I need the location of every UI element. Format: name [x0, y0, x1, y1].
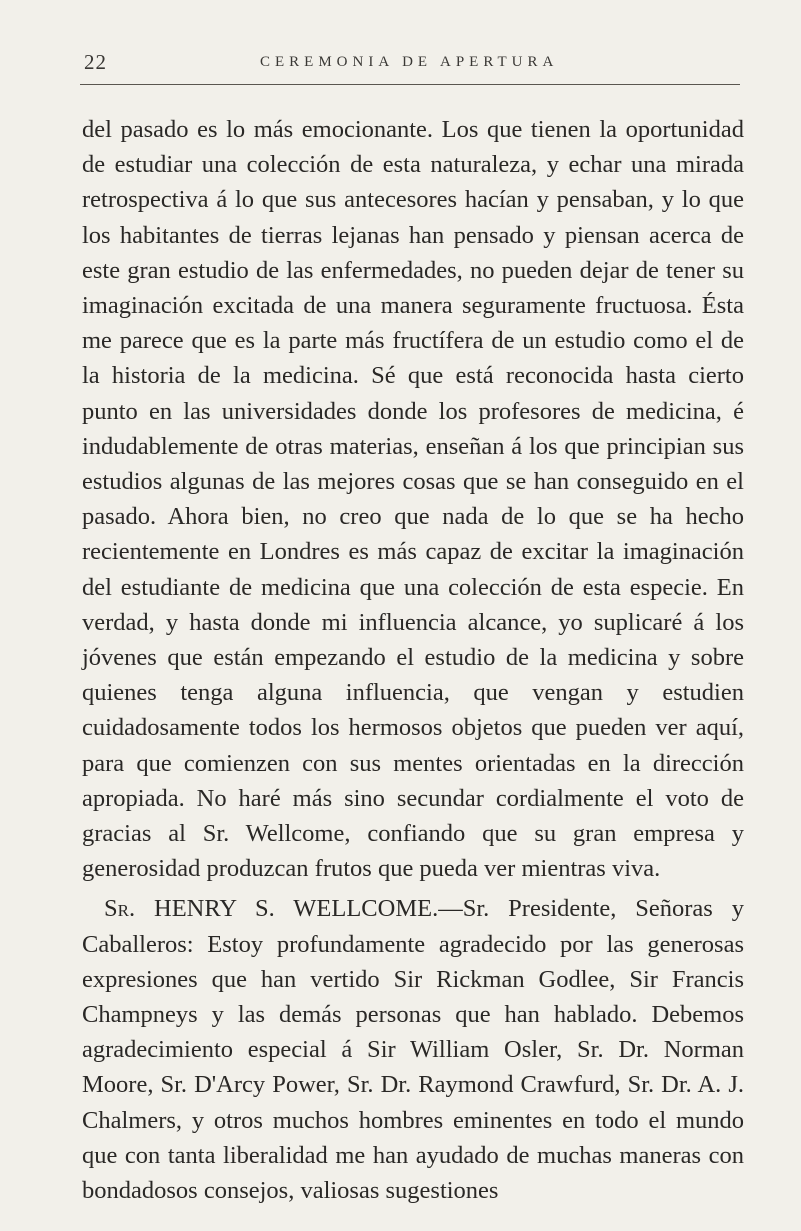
- paragraph-1: del pasado es lo más emocionante. Los que tienen la oportunidad de estudiar una colección de esta naturaleza, y echar una mirada retrospectiva á lo que sus antecesores hacían y pensaban, y lo que los habitantes de tierras lejanas han pensado y piensan acerca de este gran estudio de las enfermedades, no pueden dejar de tener su imaginación excitada de una manera seguramente fructuosa. Ésta me parece que es la parte más fructífera de un estudio como el de la historia de la medicina. Sé que está reconocida hasta cierto punto en las universidades donde los profesores de medicina, é indudablemente de otras materias, enseñan á los que principian sus estudios algunas de las mejores cosas que se han conseguido en el pasado. Ahora bien, no creo que nada de lo que se ha hecho recientemente en Londres es más capaz de excitar la imaginación del estudiante de medicina que una colección de esta especie. En verdad, y hasta donde mi influencia alcance, yo suplicaré á los jóvenes que están empezando el estudio de la medicina y sobre quienes tenga alguna influencia, que vengan y estudien cuidadosamente todos los hermosos objetos que pueden ver aquí, para que comienzen con sus mentes orientadas en la dirección apropiada. No haré más sino secundar cordialmente el voto de gracias al Sr. Wellcome, confiando que su gran empresa y generosidad produzcan frutos que pueda ver mientras viva.: [82, 116, 744, 883]
- body-text: [82, 112, 744, 1208]
- header-rule: [80, 84, 740, 85]
- running-head: [84, 50, 740, 78]
- page-number: 22: [84, 50, 107, 74]
- paragraph-2-text: —Sr. Presidente, Señoras y Caballeros: Estoy profundamente agradecido por las generosas expresiones que han vertido Sir Rickman Godlee, Sir Francis Champneys y las demás personas que han hablado. Debemos agradecimiento especial á Sir William Osler, Sr. Dr. Norman Moore, Sr. D'Arcy Power, Sr. Dr. Raymond Crawfurd, Sr. Dr. A. J. Chalmers, y otros muchos hombres eminentes en todo el mundo que con tanta liberalidad me han ayudado de muchas maneras con bondadosos consejos, valiosas sugestiones: [82, 895, 744, 1205]
- paragraph-2: [82, 891, 744, 1208]
- speaker-name: Sr. HENRY S. WELLCOME.: [104, 895, 439, 923]
- running-title: CEREMONIA DE APERTURA: [260, 54, 559, 70]
